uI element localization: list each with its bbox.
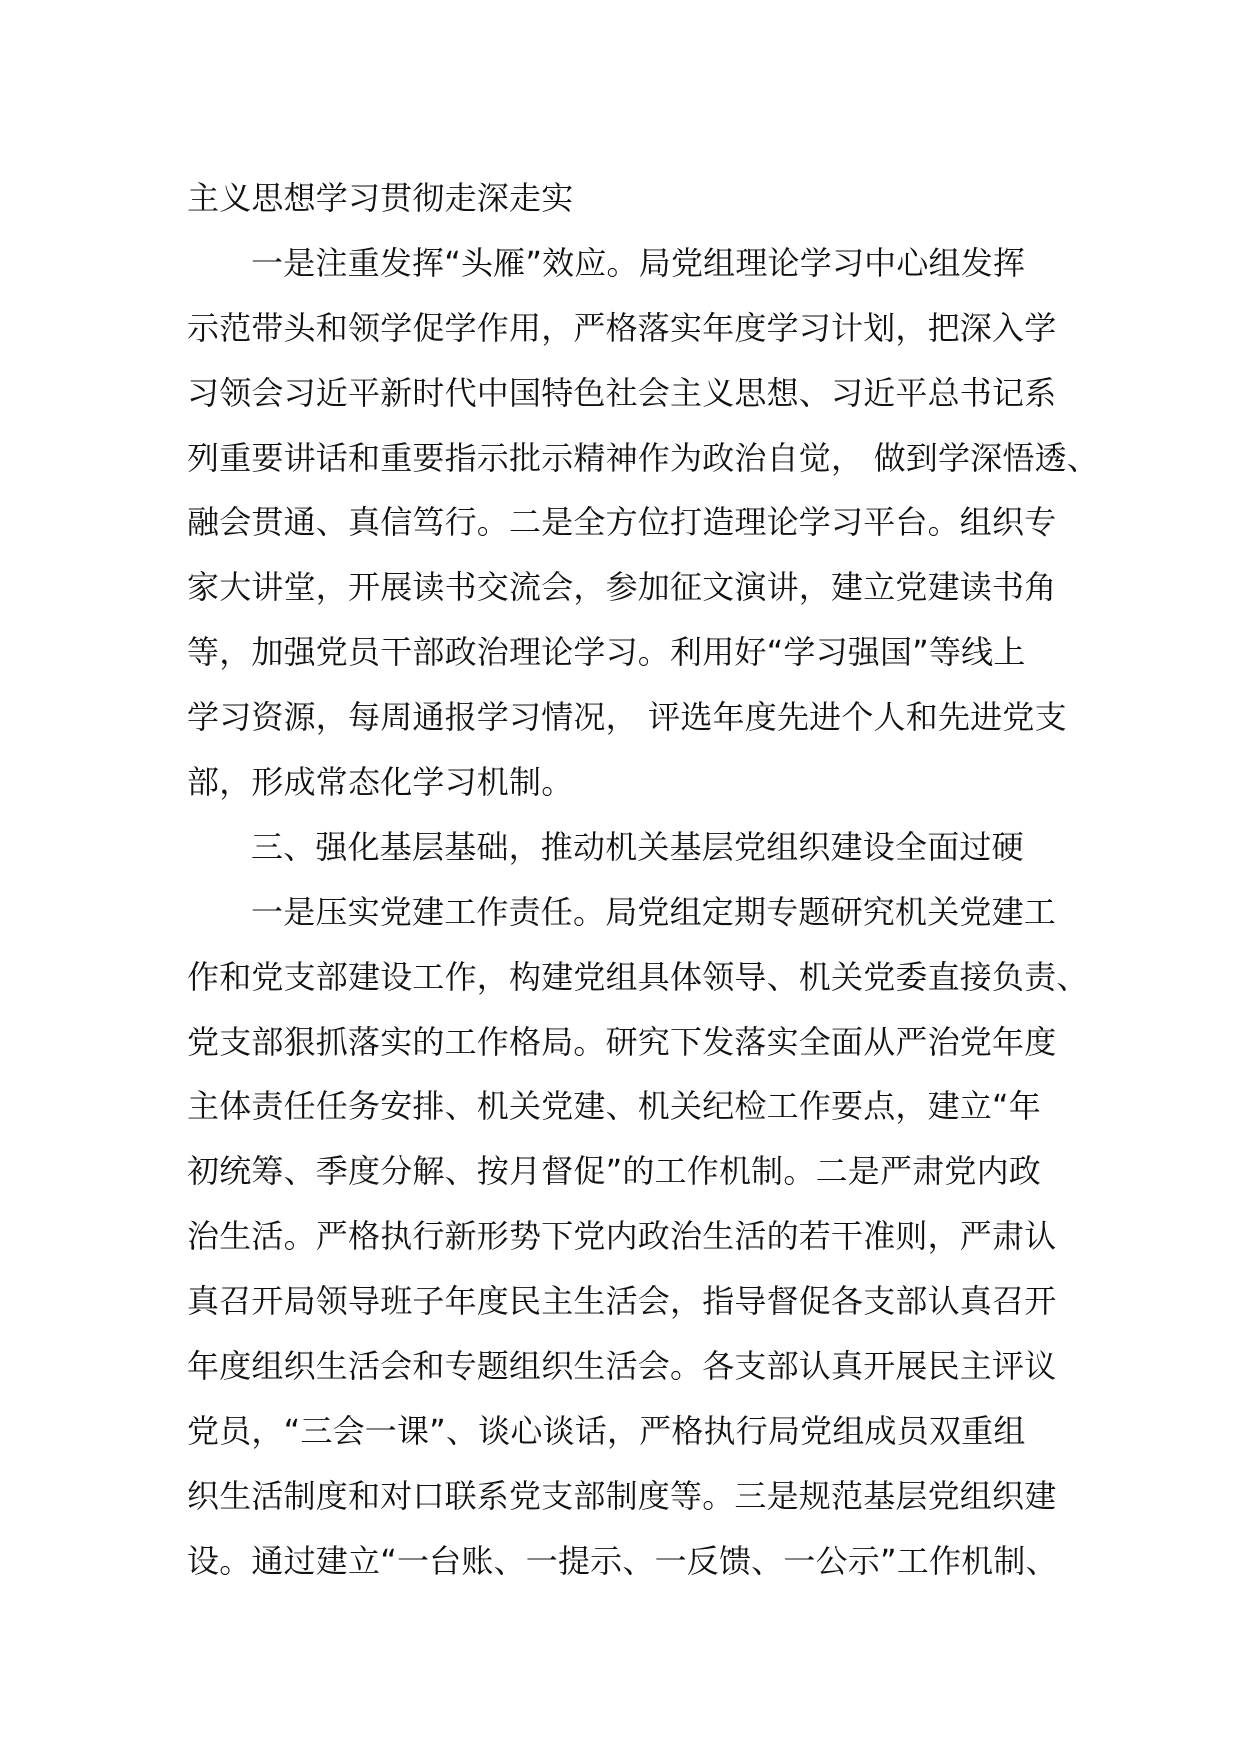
document-body — [187, 166, 1099, 1594]
paragraph-first-line: 一是注重发挥“头雁”效应。局党组理论学习中心组发挥 — [251, 243, 1026, 282]
paragraph-first-line: 一是压实党建工作责任。局党组定期专题研究机关党建工 — [251, 892, 1057, 931]
text-line: 年度组织生活会和专题组织生活会。各支部认真开展民主评议 — [187, 1347, 1057, 1386]
text-line: 主义思想学习贯彻走深走实 — [187, 179, 574, 217]
text-line: 部，形成常态化学习机制。 — [187, 763, 574, 802]
text-line: 设。通过建立“一台账、一提示、一反馈、一公示”工作机制、 — [187, 1541, 1058, 1580]
text-line: 织生活制度和对口联系党支部制度等。三是规范基层党组织建 — [187, 1476, 1057, 1515]
text-line: 党支部狠抓落实的工作格局。研究下发落实全面从严治党年度 — [187, 1022, 1057, 1061]
text-line: 党员，“三会一课”、谈心谈话，严格执行局党组成员双重组 — [187, 1411, 1026, 1450]
section-heading: 三、强化基层基础，推动机关基层党组织建设全面过硬 — [251, 827, 1024, 866]
text-line: 示范带头和领学促学作用，严格落实年度学习计划，把深入学 — [187, 308, 1057, 347]
text-line: 真召开局领导班子年度民主生活会，指导督促各支部认真召开 — [187, 1282, 1057, 1321]
text-line: 家大讲堂，开展读书交流会，参加征文演讲，建立党建读书角 — [187, 568, 1057, 607]
text-line: 习领会习近平新时代中国特色社会主义思想、习近平总书记系 — [187, 373, 1057, 412]
text-line: 融会贯通、真信笃行。二是全方位打造理论学习平台。组织专 — [187, 503, 1057, 542]
text-line: 治生活。严格执行新形势下党内政治生活的若干准则，严肃认 — [187, 1217, 1057, 1256]
text-line: 作和党支部建设工作，构建党组具体领导、机关党委直接负责、 — [187, 957, 1089, 996]
text-line: 学习资源，每周通报学习情况， 评选年度先进个人和先进党支 — [187, 698, 1067, 737]
text-line: 主体责任任务安排、机关党建、机关纪检工作要点，建立“年 — [187, 1087, 1041, 1126]
text-line: 列重要讲话和重要指示批示精神作为政治自觉， 做到学深悟透、 — [187, 438, 1099, 477]
text-line: 等，加强党员干部政治理论学习。利用好“学习强国”等线上 — [187, 633, 1026, 672]
text-line: 初统筹、季度分解、按月督促”的工作机制。二是严肃党内政 — [187, 1152, 1041, 1191]
